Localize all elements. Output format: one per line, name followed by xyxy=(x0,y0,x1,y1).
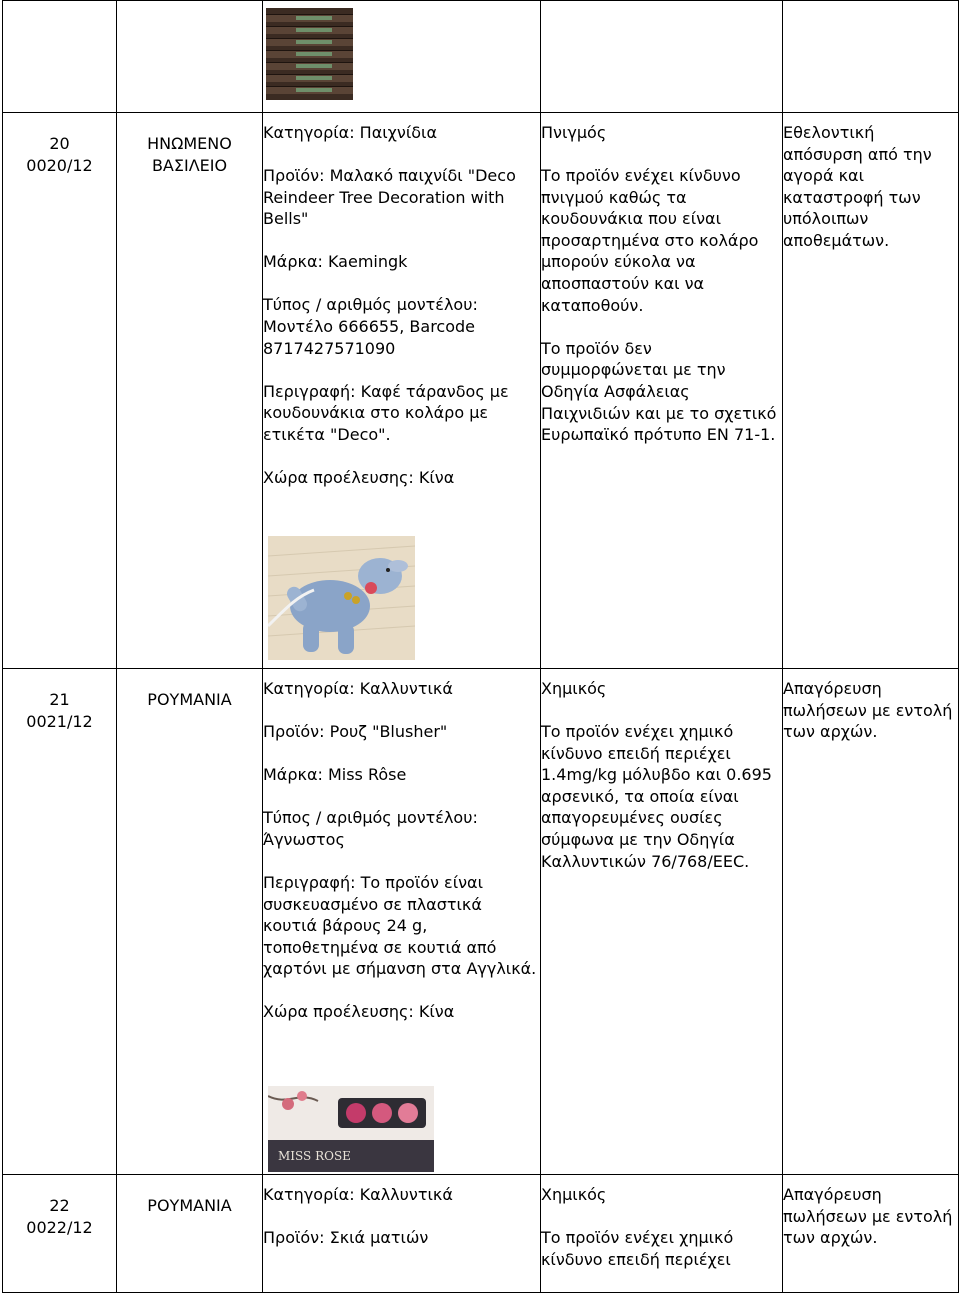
risk-type: Χημικός xyxy=(541,679,607,698)
table-row xyxy=(3,1,959,113)
country-cell xyxy=(117,669,263,1175)
product-photo-reindeer xyxy=(268,536,415,660)
description: Περιγραφή: Το προϊόν είναι συσκευασμένο σε πλαστικά κουτιά βάρους 24 g, τοποθετημένα σε κουτιά από χαρτόνι με σήμανση στα Αγγλικά. xyxy=(263,872,537,979)
country-cell xyxy=(117,1175,263,1293)
description: Περιγραφή: Καφέ τάρανδος με κουδουνάκια στο κολάρο με ετικέτα "Deco". xyxy=(263,381,509,444)
entry-ref: 0020/12 xyxy=(26,156,93,175)
entry-number-cell xyxy=(3,669,117,1175)
risk-cell xyxy=(541,113,783,669)
entry-number: 22 xyxy=(49,1196,70,1215)
entry-ref: 0022/12 xyxy=(26,1218,93,1237)
product-description-cell xyxy=(263,1175,541,1293)
reindeer-image xyxy=(268,536,415,660)
risk-type: Πνιγμός xyxy=(541,123,607,142)
risk-description: Το προϊόν ενέχει κίνδυνο πνιγμού καθώς τα κουδουνάκια που είναι προσαρτημένα στο κολάρο μπορούν εύκολα να αποσπαστούν και να καταποθούν. xyxy=(541,166,759,315)
risk-cell xyxy=(541,1175,783,1293)
measures: Απαγόρευση πωλήσεων με εντολή των αρχών. xyxy=(783,1185,953,1248)
risk-compliance: Το προϊόν δεν συμμορφώνεται με την Οδηγία Ασφάλειας Παιχνιδιών και με το σχετικό Ευρωπαϊκό πρότυπο EN 71-1. xyxy=(541,338,777,445)
blusher-box-label: MISS ROSE xyxy=(278,1149,351,1163)
product-photo-pencils xyxy=(266,8,353,100)
model: Τύπος / αριθμός μοντέλου: Άγνωστος xyxy=(263,808,478,849)
country: ΡΟΥΜΑΝΙΑ xyxy=(147,690,232,709)
entry-ref: 0021/12 xyxy=(26,712,93,731)
entry-number: 20 xyxy=(49,134,70,153)
category: Κατηγορία: Παιχνίδια xyxy=(263,123,437,142)
entry-number: 21 xyxy=(49,690,70,709)
measures-cell xyxy=(783,1175,959,1293)
country-of-origin: Χώρα προέλευσης: Κίνα xyxy=(263,468,455,488)
measures: Εθελοντική απόσυρση από την αγορά και καταστροφή των υπόλοιπων αποθεμάτων. xyxy=(783,123,932,250)
category: Κατηγορία: Καλλυντικά xyxy=(263,1185,453,1204)
entry-number-cell xyxy=(3,113,117,669)
measures-cell xyxy=(783,669,959,1175)
measures-cell xyxy=(783,113,959,669)
entry-number-cell xyxy=(3,1175,117,1293)
country-of-origin: Χώρα προέλευσης: Κίνα xyxy=(263,1002,455,1022)
blusher-image xyxy=(268,1086,434,1172)
country: ΡΟΥΜΑΝΙΑ xyxy=(147,1196,232,1215)
product-alert-table xyxy=(2,0,959,1293)
product-photo-blusher xyxy=(268,1086,434,1172)
risk-description: Το προϊόν ενέχει χημικό κίνδυνο επειδή περιέχει xyxy=(541,1228,734,1269)
product-name: Προϊόν: Μαλακό παιχνίδι "Deco Reindeer Tree Decoration with Bells" xyxy=(263,166,516,229)
product-name: Προϊόν: Σκιά ματιών xyxy=(263,1228,429,1248)
table-row xyxy=(3,113,959,669)
brand: Μάρκα: Miss Rôse xyxy=(263,765,407,785)
brand: Μάρκα: Kaemingk xyxy=(263,252,408,272)
table-row xyxy=(3,669,959,1175)
risk-type: Χημικός xyxy=(541,1185,607,1204)
measures: Απαγόρευση πωλήσεων με εντολή των αρχών. xyxy=(783,679,953,742)
risk-cell xyxy=(541,669,783,1175)
country-cell xyxy=(117,113,263,669)
category: Κατηγορία: Καλλυντικά xyxy=(263,679,453,698)
risk-description: Το προϊόν ενέχει χημικό κίνδυνο επειδή περιέχει 1.4mg/kg μόλυβδο και 0.695 αρσενικό, τα οποία είναι απαγορευμένες ουσίες σύμφωνα με την Οδηγία Καλλυντικών 76/768/ΕΕC. xyxy=(541,722,772,871)
product-name: Προϊόν: Ρουζ "Blusher" xyxy=(263,722,448,742)
table-row xyxy=(3,1175,959,1293)
model: Τύπος / αριθμός μοντέλου: Μοντέλο 666655, Barcode 8717427571090 xyxy=(263,295,478,358)
country: ΗΝΩΜΕΝΟ ΒΑΣΙΛΕΙΟ xyxy=(147,134,232,175)
